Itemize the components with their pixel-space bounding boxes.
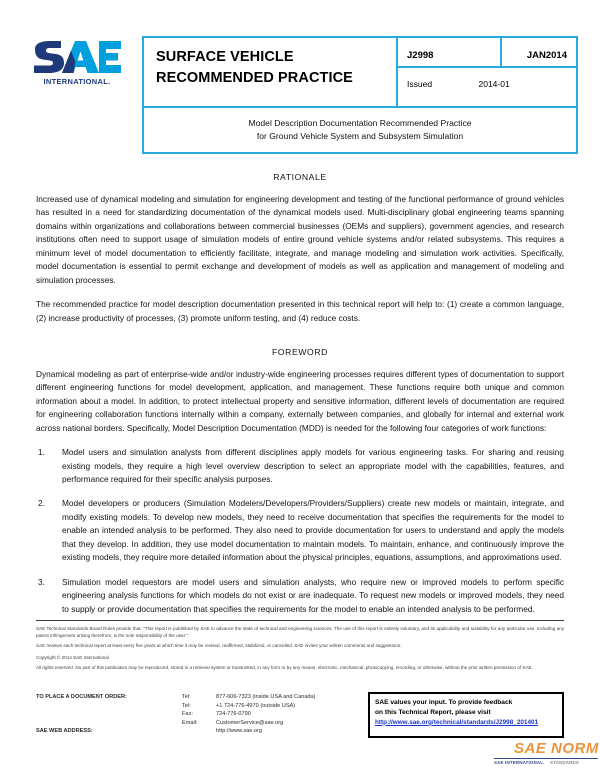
watermark-subtext-right: STANDARDS xyxy=(550,760,580,765)
contact-key: Tel: xyxy=(182,694,191,700)
feedback-box xyxy=(368,692,564,738)
foreword-intro-paragraph: Dynamical modeling as part of enterprise-wide and/or industry-wide engineering processes requires different types of documentation to support different engineering functions for model development, application, and management. These functions require both unique and common information about a model. In addition, to protect intellectual property and sensitive information, different levels of documentation are required for engineering collaboration functions internally within a company, externally between companies, and globally for internal and external work across national borders. Specifically, Model Description Documentation (MDD) is needed for the following four categories of work functions: xyxy=(36,368,564,433)
issued-label: Issued xyxy=(407,79,433,89)
contact-row xyxy=(36,728,366,737)
web-address-label: SAE WEB ADDRESS: xyxy=(36,728,93,734)
feedback-link[interactable]: http://www.sae.org/technical/standards/J2998_201401 xyxy=(375,718,539,726)
contact-value: +1 724-776-4970 (outside USA) xyxy=(216,702,296,709)
legal-paragraph: All rights reserved. No part of this publication may be reproduced, stored in a retrieval system or transmitted, in any form or by any means, electronic, mechanical, photocopying, recording, or otherwise, without the prior written permission of SAE. xyxy=(36,665,533,671)
document-subtitle-cell xyxy=(144,106,576,152)
sae-logo xyxy=(22,40,132,86)
document-number-cell xyxy=(398,38,502,68)
sae-norm-watermark xyxy=(492,736,600,776)
document-type-cell xyxy=(144,38,398,106)
footer-divider xyxy=(36,620,564,621)
contact-key: Fax: xyxy=(182,711,193,717)
issued-date: 2014-01 xyxy=(478,79,510,89)
legal-fine-print xyxy=(36,626,564,676)
header-table xyxy=(142,36,578,154)
document-subtitle-line-1: Model Description Documentation Recommended Practice xyxy=(248,117,472,128)
legal-paragraph: SAE Technical Standards Board Rules provide that: "This report is published by SAE to advance the state of technical and engineering sciences. The use of this report is entirely voluntary, and its applicability and suitability for any particular use, including any patent infringement arising therefrom, is the sole responsibility of the user." xyxy=(36,626,564,638)
contact-row xyxy=(36,703,366,712)
sae-logo-subtext: INTERNATIONAL. xyxy=(43,77,111,86)
list-item-text: Simulation model requestors are model users and simulation analysts, who require new or improved models to perform specific engineering analysis functions for which models do not exist or are inadequate. To request new models or improved models, they need to supply or provide documentation that specifies the requirements for the model to enable an intended analysis to be performed. xyxy=(62,576,564,614)
feedback-line-2: on this Technical Report, please visit xyxy=(375,708,491,716)
list-item-number: 3. xyxy=(38,576,45,587)
contact-email-value[interactable]: CustomerService@sae.org xyxy=(216,719,284,726)
watermark-subtext-left: SAE INTERNATIONAL. xyxy=(494,760,545,765)
list-item xyxy=(36,576,564,616)
issued-cell xyxy=(398,68,576,106)
foreword-item-list xyxy=(36,446,564,616)
sae-logo-icon xyxy=(31,40,123,74)
header-table-top-row xyxy=(144,38,576,106)
document-date-code: JAN2014 xyxy=(526,50,567,61)
list-item xyxy=(36,497,564,564)
contact-key: Tel: xyxy=(182,702,191,709)
web-address-value[interactable]: http://www.sae.org xyxy=(216,728,263,734)
rationale-heading: RATIONALE xyxy=(273,172,327,182)
contact-value: 877-606-7323 (inside USA and Canada) xyxy=(216,694,316,700)
contact-row xyxy=(36,720,366,729)
copyright-line: Copyright © 2014 SAE International xyxy=(36,654,109,660)
contact-row xyxy=(36,711,366,720)
foreword-heading: FOREWORD xyxy=(272,346,328,357)
list-item-text: Model developers or producers (Simulation Modelers/Developers/Providers/Suppliers) create new models or maintain, integrate, and modify existing models. To develop new models, they need to receive documentation that specifies the requirements for the model to enable an intended analysis to be performed. They also need to provide documentation for users to understand and apply the models that they develop. In addition, they use model documentation to maintain models. To maintain, enhance, and continuously improve the existing models, they require more detailed information about the physical principles, equations, assumptions, and approximations used. xyxy=(62,498,564,563)
contact-block xyxy=(36,694,366,737)
contact-key: Email: xyxy=(182,719,198,726)
legal-paragraph: SAE reviews each technical report at least every five years at which time it may be revised, reaffirmed, stabilized, or cancelled. SAE invites your written comments and suggestions. xyxy=(36,643,402,649)
document-type-line-2: RECOMMENDED PRACTICE xyxy=(156,69,353,86)
contact-row xyxy=(36,694,366,703)
watermark-text: SAE NORM xyxy=(514,740,599,757)
feedback-line-1: SAE values your input. To provide feedback xyxy=(375,699,513,706)
rationale-paragraph-2: The recommended practice for model description documentation presented in this technical report will help to: (1) create a common language, (2) increase productivity of processes, (3) promote uniform testing, and (4) reduce costs. xyxy=(36,299,564,323)
list-item-number: 2. xyxy=(38,498,45,509)
list-item-text: Model users and simulation analysts from different disciplines apply models for various engineering tasks. For sharing and reusing existing models, they require a high level overview description to select an appropriate model with the capabilities, features, and performance required for their specific analysis purposes. xyxy=(62,447,564,484)
order-label: TO PLACE A DOCUMENT ORDER: xyxy=(36,694,127,700)
contact-value: 724-776-0790 xyxy=(216,711,251,717)
document-number: J2998 xyxy=(407,50,434,61)
rationale-paragraph-1: Increased use of dynamical modeling and simulation for engineering development and testing of the functional performance of ground vehicles has resulted in a need for standardizing documentation of the dynamical models used. Multi-disciplinary global engineering teams spanning domains within organizations and collaborations between commercial businesses (OEMs and suppliers), government agencies, and research institutions often need to support usage of simulation models of entire ground vehicle systems and/or related subsystems. This requires a minimum level of model documentation to efficiently facilitate, integrate, and manage modeling and simulation work activities. Specifically, model documentation is essential to permit exchange and development of models as well as application and management of modeling and simulation processes. xyxy=(36,194,564,285)
document-date-cell xyxy=(502,38,576,68)
document-header xyxy=(22,36,578,154)
document-type-line-1: SURFACE VEHICLE xyxy=(156,49,294,65)
list-item xyxy=(36,446,564,486)
document-subtitle-line-2: for Ground Vehicle System and Subsystem Simulation xyxy=(256,131,464,141)
watermark-divider xyxy=(494,758,598,759)
document-body xyxy=(36,172,564,627)
list-item-number: 1. xyxy=(38,447,45,458)
